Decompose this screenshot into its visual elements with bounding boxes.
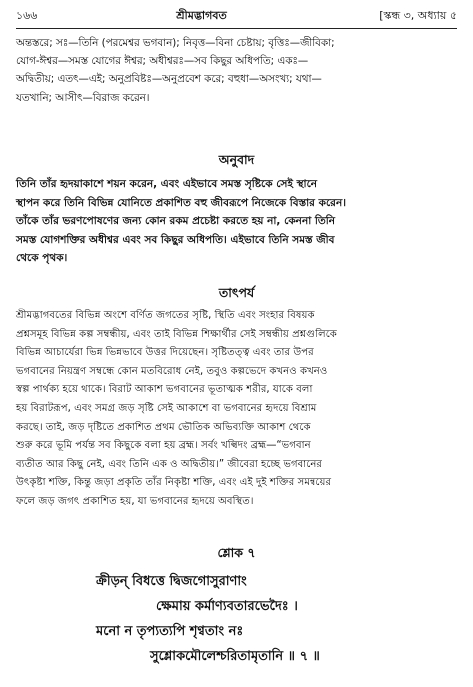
purport-line: বিভিন্ন আচার্যেরা ভিন্ন ভিন্নভাবে উত্তর দিয়েছেন। সৃষ্টিতত্ত্ব এবং তার উপর [16,347,314,359]
purport-line: প্রশ্নসমূহ বিভিন্ন কল্প সম্বন্ধীয়, এবং তাই বিভিন্ন শিক্ষার্থীর সেই সম্বন্ধীয় প্রশ্নগুলিকে [16,328,337,340]
verse-line: সুশ্লোকমৌলেশ্চরিতামৃতানি ॥ ৭ ॥ [150,649,320,664]
chapter-reference: [স্কন্ধ ৩, অধ্যায় ৫ [379,8,457,22]
purport-line: হয় বিরাটরূপ, এবং সমগ্র জড় সৃষ্টি সেই আকাশে বা ভগবানের হৃদয়ে বিশ্রাম [16,402,317,414]
synonyms-line: অদ্বিতীয়; এতৎ—এই; অনুপ্রবিষ্টঃ—অনুপ্রবেশ করে; বহুধা—অসংখ্য; যথা— [16,73,322,86]
verse-label: শ্লোক ৭ [217,545,256,560]
synonyms-line: যোগ-ঈশ্বর—সমস্ত যোগের ঈশ্বর; অধীশ্বরঃ—সব কিছুর অধিপতি; একঃ— [16,55,309,68]
translation-line: সমস্ত যোগশক্তির অধীশ্বর এবং সব কিছুর অধিপতি। এইভাবে তিনি সমস্ত জীব [16,233,335,246]
purport-heading: তাৎপর্য [218,285,255,300]
purport-line: শ্রীমদ্ভাগবতের বিভিন্ন অংশে বর্ণিত জগতের সৃষ্টি, স্থিতি এবং সংহার বিষয়ক [16,310,315,321]
translation-line: তিনি তাঁর হৃদয়াকাশে শয়ন করেন, এবং এইভাবে সমস্ত সৃষ্টিকে সেই স্থানে [16,178,318,190]
header-rule [16,28,457,29]
purport-line: ব্যতীত আর কিছু নেই, এবং তিনি এক ও অদ্বিতীয়।” জীবেরা হচ্ছে ভগবানের [16,458,323,470]
purport-line: উৎকৃষ্টা শক্তি, কিন্তু জড়া প্রকৃতি তাঁর নিকৃষ্টা শক্তি, এবং এই দুই শক্তির সমন্বয়ের [16,477,332,489]
purport-line: ভগবানের নিয়ন্ত্রণ সম্বন্ধে কোন মতবিরোধ নেই, তবুও কল্পভেদে কখনও কখনও [16,365,328,377]
synonyms-line: অন্তস্তরে; সঃ—তিনি (পরমেশ্বর ভগবান); নিবৃত্ত—বিনা চেষ্টায়; বৃত্তিঃ—জীবিকা; [16,37,335,49]
page-header [16,6,457,26]
translation-line: তাঁকে তাঁর ভরণপোষণের জন্য কোন রকম প্রচেষ্টা করতে হয় না, কেননা তিনি [16,215,336,227]
synonyms-line: যতখানি; আসীৎ—বিরাজ করেন। [16,91,150,104]
translation-line: থেকে পৃথক। [16,252,68,264]
translation-line: স্থাপন করে তিনি বিভিন্ন যোনিতে প্রকাশিত বহু জীবরূপে নিজেকে বিস্তার করেন। [16,196,346,209]
verse-line: ক্রীড়ন্ বিধত্তে দ্বিজগোসুরাণাং [96,574,247,589]
purport-line: স্বল্প পার্থক্য হয়ে থাকে। বিরাট আকাশ ভগবানের ভূতাত্মক শরীর, যাকে বলা [16,384,313,396]
running-title: শ্রীমদ্ভাগবত [176,8,227,22]
translation-block [16,175,457,268]
translation-heading: অনুবাদ [218,152,255,167]
verse-line: ক্ষেমায় কর্মাণ্যবতারভেদৈঃ । [156,599,298,614]
purport-line: করছে। তাই, জড় দৃষ্টিতে প্রকাশিত প্রথম ভৌতিক অভিব্যক্তি আকাশ থেকে [16,421,311,433]
purport-line: শুরু করে ভূমি পর্যন্ত সব কিছুকে বলা হয় ব্রহ্ম। সর্বং খল্বিদং ব্রহ্ম—“ভগবান [16,440,311,452]
purport-line: ফলে জড় জগৎ প্রকাশিত হয়, যা ভগবানের হৃদয়ে অবস্থিত। [16,495,254,507]
verse-line: মনো ন তৃপ্যত্যপি শৃণ্বতাং নঃ [96,624,244,639]
synonyms-block [16,34,457,107]
page-number: ১৬৬ [16,8,38,22]
purport-block [16,307,457,512]
